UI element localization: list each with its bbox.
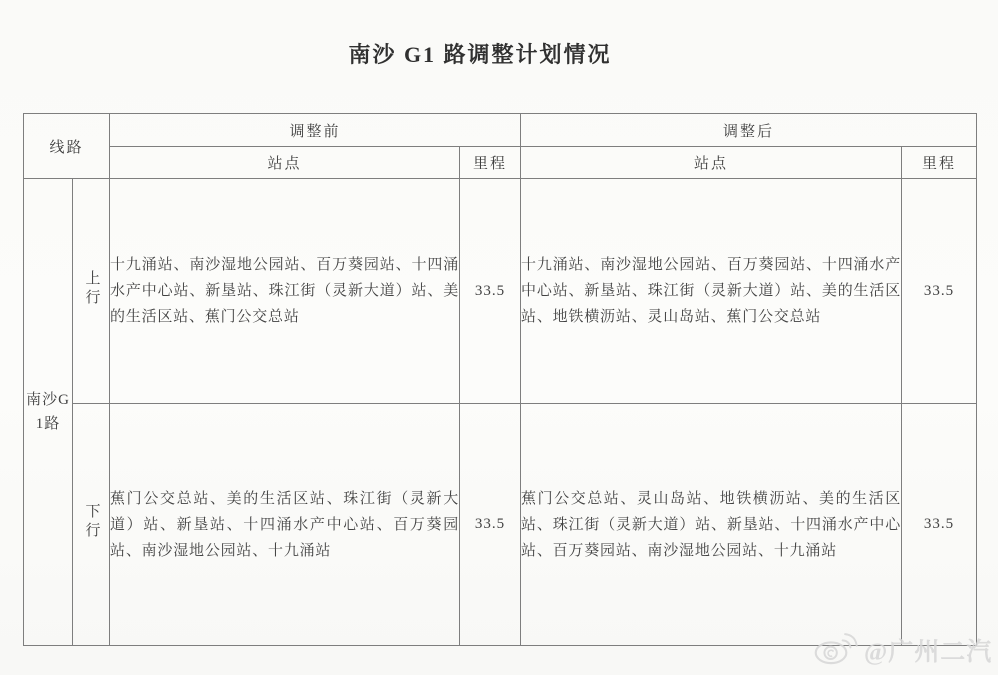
page-title: 南沙 G1 路调整计划情况 [348,42,612,67]
header-before-adjustment: 调整前 [110,114,521,147]
direction-cell-up [73,179,110,404]
stations-after-down-cell: 蕉门公交总站、灵山岛站、地铁横沥站、美的生活区站、珠江街（灵新大道）站、新垦站、十四涌水产中心站、百万葵园站、南沙湿地公园站、十九涌站 [521,404,902,646]
direction-label-down: 下行 [83,503,100,541]
stations-after-up-cell: 十九涌站、南沙湿地公园站、百万葵园站、十四涌水产中心站、新垦站、珠江街（灵新大道）站、美的生活区站、地铁横沥站、灵山岛站、蕉门公交总站 [521,179,902,404]
route-name-cell: 南沙G1路 [24,179,73,646]
header-after-adjustment: 调整后 [521,114,977,147]
header-stations-before: 站点 [110,147,460,179]
direction-label-up: 上行 [83,269,100,308]
mileage-before-down-cell: 33.5 [460,404,521,646]
mileage-after-down-cell: 33.5 [902,404,977,646]
mileage-before-up-cell: 33.5 [460,179,521,404]
table-header-row-sub [24,147,977,179]
stations-before-up-cell: 十九涌站、南沙湿地公园站、百万葵园站、十四涌水产中心站、新垦站、珠江街（灵新大道）站、美的生活区站、蕉门公交总站 [110,179,460,404]
header-mileage-before: 里程 [460,147,521,179]
watermark-handle: @广州二汽 [864,638,993,666]
table-header-row-top [24,114,977,147]
stations-before-down-cell: 蕉门公交总站、美的生活区站、珠江街（灵新大道）站、新垦站、十四涌水产中心站、百万葵园站、南沙湿地公园站、十九涌站 [110,404,460,646]
header-stations-after: 站点 [521,147,902,179]
table-row-down-direction [24,404,977,646]
mileage-after-up-cell: 33.5 [902,179,977,404]
weibo-icon [812,626,860,673]
weibo-watermark [812,626,992,673]
direction-cell-down [73,404,110,646]
header-mileage-after: 里程 [902,147,977,179]
header-route: 线路 [24,114,110,179]
route-adjustment-table [23,113,977,646]
table-row-up-direction [24,179,977,404]
